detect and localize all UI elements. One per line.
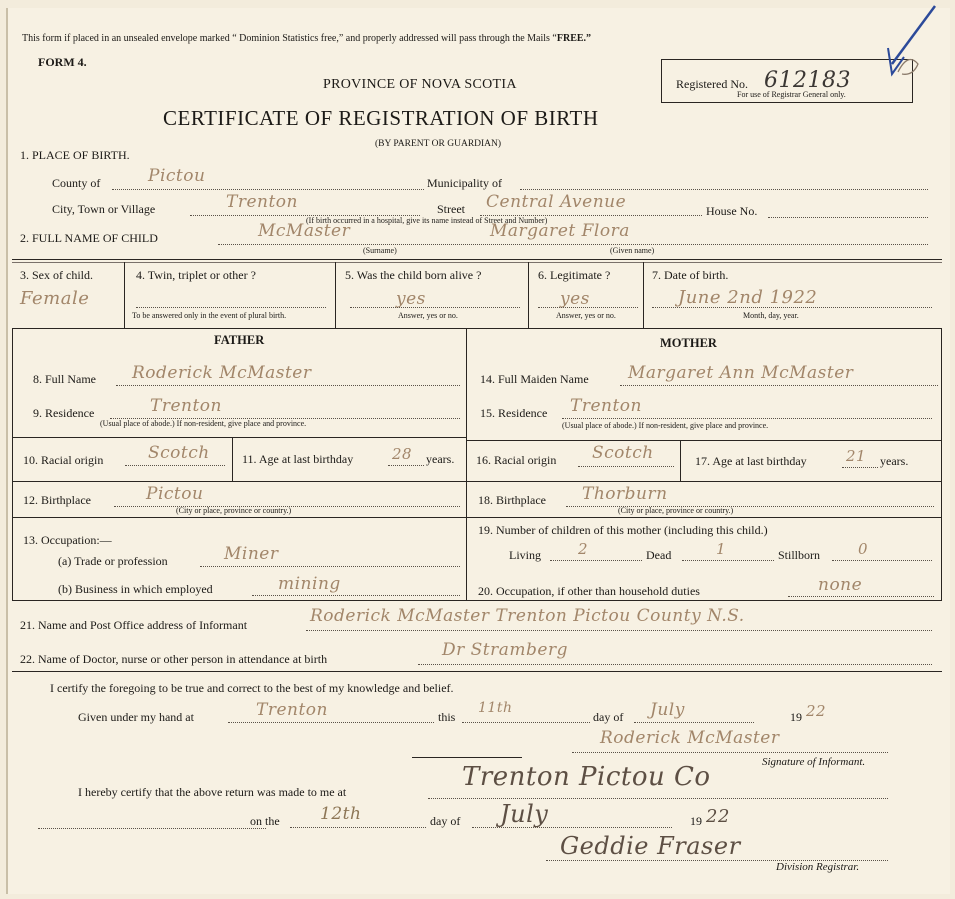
- legit-value: yes: [560, 289, 590, 309]
- municipality-line: [520, 189, 928, 190]
- given-line: [228, 722, 434, 723]
- divider: [528, 262, 529, 328]
- divider: [335, 262, 336, 328]
- rule: [12, 328, 942, 329]
- on-lead-line: [38, 828, 266, 829]
- father-name-label: 8. Full Name: [33, 372, 96, 386]
- father-name-line: [116, 385, 460, 386]
- mother-name-value: Margaret Ann McMaster: [628, 363, 854, 383]
- street-value: Central Avenue: [486, 192, 627, 212]
- stillborn-value: 0: [858, 540, 869, 558]
- father-residence-label: 9. Residence: [33, 406, 95, 420]
- father-years: years.: [426, 452, 455, 466]
- legit-note: Answer, yes or no.: [556, 311, 616, 320]
- mother-heading: MOTHER: [660, 336, 717, 350]
- rule: [12, 262, 942, 263]
- doctor-label: 22. Name of Doctor, nurse or other person in attendance at birth: [20, 652, 328, 666]
- twin-line: [136, 307, 326, 308]
- month-value: July: [650, 700, 685, 720]
- house-label: House No.: [706, 204, 758, 218]
- place-of-birth-heading: 1. PLACE OF BIRTH.: [20, 148, 130, 162]
- registrar-year-prefix: 19: [690, 814, 702, 828]
- city-value: Trenton: [226, 192, 298, 212]
- day-of-label: day of: [593, 710, 624, 724]
- on-label: on the: [250, 814, 280, 828]
- registrar-year: 22: [706, 806, 730, 827]
- dead-line: [682, 560, 774, 561]
- father-birthplace-value: Pictou: [146, 484, 204, 504]
- street-label: Street: [437, 202, 465, 216]
- mother-age-label: 17. Age at last birthday: [695, 454, 807, 468]
- informant-value: Roderick McMaster Trenton Pictou County N.S.: [310, 606, 745, 626]
- form-number: FORM 4.: [38, 55, 87, 69]
- mother-residence-note: (Usual place of abode.) If non-resident, give place and province.: [562, 421, 769, 430]
- dob-note: Month, day, year.: [743, 311, 799, 320]
- mail-note: [22, 33, 591, 44]
- father-residence-value: Trenton: [150, 396, 222, 416]
- divider: [232, 437, 233, 481]
- check-mark-icon: [840, 2, 940, 102]
- registrar-statement: I hereby certify that the above return was made to me at: [78, 785, 347, 799]
- street-note: (If birth occurred in a hospital, give its name instead of Street and Number): [306, 216, 548, 225]
- on-value: 12th: [320, 804, 362, 824]
- mother-residence-value: Trenton: [570, 396, 642, 416]
- mother-years: years.: [880, 454, 909, 468]
- father-trade-value: Miner: [224, 544, 279, 564]
- mother-name-label: 14. Full Maiden Name: [480, 372, 589, 386]
- registrar-place: Trenton Pictou Co: [462, 762, 711, 792]
- mother-name-line: [620, 385, 938, 386]
- father-residence-note: (Usual place of abode.) If non-resident, give place and province.: [100, 419, 307, 428]
- child-name-label: 2. FULL NAME OF CHILD: [20, 231, 158, 245]
- alive-label: 5. Was the child born alive ?: [345, 268, 482, 282]
- mother-occupation-line: [788, 596, 934, 597]
- informant-signature-line: [572, 752, 888, 753]
- box-left: [12, 328, 13, 600]
- city-label: City, Town or Village: [52, 202, 156, 216]
- page-subtitle: (BY PARENT OR GUARDIAN): [375, 139, 502, 149]
- dob-value: June 2nd 1922: [678, 287, 818, 308]
- alive-line: [350, 307, 520, 308]
- sex-value: Female: [20, 288, 90, 309]
- month-line: [634, 722, 754, 723]
- registered-label: Registered No.: [676, 77, 748, 91]
- mother-age-value: 21: [846, 447, 867, 465]
- given-place: Trenton: [256, 700, 328, 720]
- rule: [12, 517, 941, 518]
- divider: [680, 440, 681, 481]
- house-line: [768, 217, 928, 218]
- mother-birthplace-label: 18. Birthplace: [478, 493, 546, 507]
- twin-label: 4. Twin, triplet or other ?: [136, 268, 256, 282]
- informant-line: [306, 630, 932, 631]
- county-line: [112, 189, 424, 190]
- this-label: this: [438, 710, 456, 724]
- mother-racial-label: 16. Racial origin: [476, 453, 557, 467]
- sex-label: 3. Sex of child.: [20, 268, 93, 282]
- father-racial-value: Scotch: [148, 443, 210, 463]
- rule: [12, 671, 942, 672]
- divider: [643, 262, 644, 328]
- rule: [12, 437, 466, 438]
- mother-racial-line: [578, 466, 674, 467]
- page-title: CERTIFICATE OF REGISTRATION OF BIRTH: [163, 106, 599, 130]
- municipality-label: Municipality of: [427, 176, 502, 190]
- dead-value: 1: [716, 540, 727, 558]
- province-heading: PROVINCE OF NOVA SCOTIA: [323, 77, 517, 92]
- child-surname: McMaster: [258, 221, 351, 241]
- on-line: [290, 827, 426, 828]
- given-note: (Given name): [610, 246, 655, 255]
- registrar-month: July: [500, 800, 549, 828]
- county-value: Pictou: [148, 166, 206, 186]
- signature-informant-label: Signature of Informant.: [762, 756, 866, 768]
- rule: [12, 259, 942, 260]
- registered-note: For use of Registrar General only.: [737, 90, 846, 99]
- father-racial-label: 10. Racial origin: [23, 453, 104, 467]
- informant-signature: Roderick McMaster: [600, 728, 780, 748]
- day-line: [462, 722, 590, 723]
- living-value: 2: [578, 540, 589, 558]
- doctor-value: Dr Stramberg: [442, 640, 568, 660]
- mother-birthplace-value: Thorburn: [582, 484, 668, 504]
- stillborn-label: Stillborn: [778, 548, 821, 562]
- surname-note: (Surname): [363, 246, 397, 255]
- year-prefix: 19: [790, 710, 802, 724]
- mail-note-text: This form if placed in an unsealed envelope marked “ Dominion Statistics free,” and properly addressed will pass through the Mails “: [22, 33, 557, 44]
- father-trade-label: (a) Trade or profession: [58, 554, 168, 568]
- day-value: 11th: [478, 700, 513, 716]
- living-line: [550, 560, 642, 561]
- living-label: Living: [509, 548, 541, 562]
- father-birthplace-note: (City or place, province or country.): [176, 506, 292, 515]
- registrar-place-line: [428, 798, 888, 799]
- mother-age-line: [842, 467, 878, 468]
- dead-label: Dead: [646, 548, 672, 562]
- mother-occupation-value: none: [818, 575, 863, 595]
- alive-note: Answer, yes or no.: [398, 311, 458, 320]
- box-middle: [466, 328, 467, 600]
- dob-label: 7. Date of birth.: [652, 268, 729, 282]
- given-label: Given under my hand at: [78, 710, 194, 724]
- rule: [12, 600, 942, 601]
- father-business-label: (b) Business in which employed: [58, 582, 213, 596]
- legit-label: 6. Legitimate ?: [538, 268, 611, 282]
- mother-racial-value: Scotch: [592, 443, 654, 463]
- registrar-signature: Geddie Fraser: [560, 832, 741, 860]
- registrar-day-of-label: day of: [430, 814, 461, 828]
- rule: [466, 440, 941, 441]
- father-business-line: [252, 595, 460, 596]
- father-trade-line: [200, 566, 460, 567]
- year-value: 22: [806, 702, 827, 720]
- mother-residence-line: [562, 418, 932, 419]
- father-business-value: mining: [278, 574, 341, 594]
- rule: [412, 757, 522, 758]
- rule: [12, 481, 941, 482]
- twin-note: To be answered only in the event of plural birth.: [132, 311, 287, 320]
- mother-residence-label: 15. Residence: [480, 406, 548, 420]
- certify-statement: I certify the foregoing to be true and correct to the best of my knowledge and belief.: [50, 681, 454, 695]
- divider: [124, 262, 125, 328]
- mother-occupation-label: 20. Occupation, if other than household duties: [478, 584, 700, 598]
- father-age-value: 28: [392, 445, 413, 463]
- dob-line: [652, 307, 932, 308]
- child-given-name: Margaret Flora: [490, 221, 630, 241]
- father-racial-line: [125, 465, 225, 466]
- alive-value: yes: [396, 289, 426, 309]
- legit-line: [538, 307, 638, 308]
- box-right: [941, 328, 942, 600]
- child-name-line: [218, 244, 928, 245]
- father-birthplace-label: 12. Birthplace: [23, 493, 91, 507]
- father-age-line: [388, 465, 424, 466]
- mother-birthplace-note: (City or place, province or country.): [618, 506, 734, 515]
- stillborn-line: [832, 560, 932, 561]
- father-name-value: Roderick McMaster: [132, 363, 312, 383]
- father-heading: FATHER: [214, 333, 265, 347]
- children-count-label: 19. Number of children of this mother (including this child.): [478, 523, 768, 537]
- doctor-line: [418, 664, 932, 665]
- division-registrar-label: Division Registrar.: [776, 861, 860, 873]
- county-label: County of: [52, 176, 101, 190]
- father-age-label: 11. Age at last birthday: [242, 452, 354, 466]
- mail-note-free: FREE.”: [556, 33, 592, 44]
- registered-number: 612183: [764, 68, 851, 93]
- informant-label: 21. Name and Post Office address of Informant: [20, 618, 248, 632]
- father-occupation-label: 13. Occupation:—: [23, 533, 112, 547]
